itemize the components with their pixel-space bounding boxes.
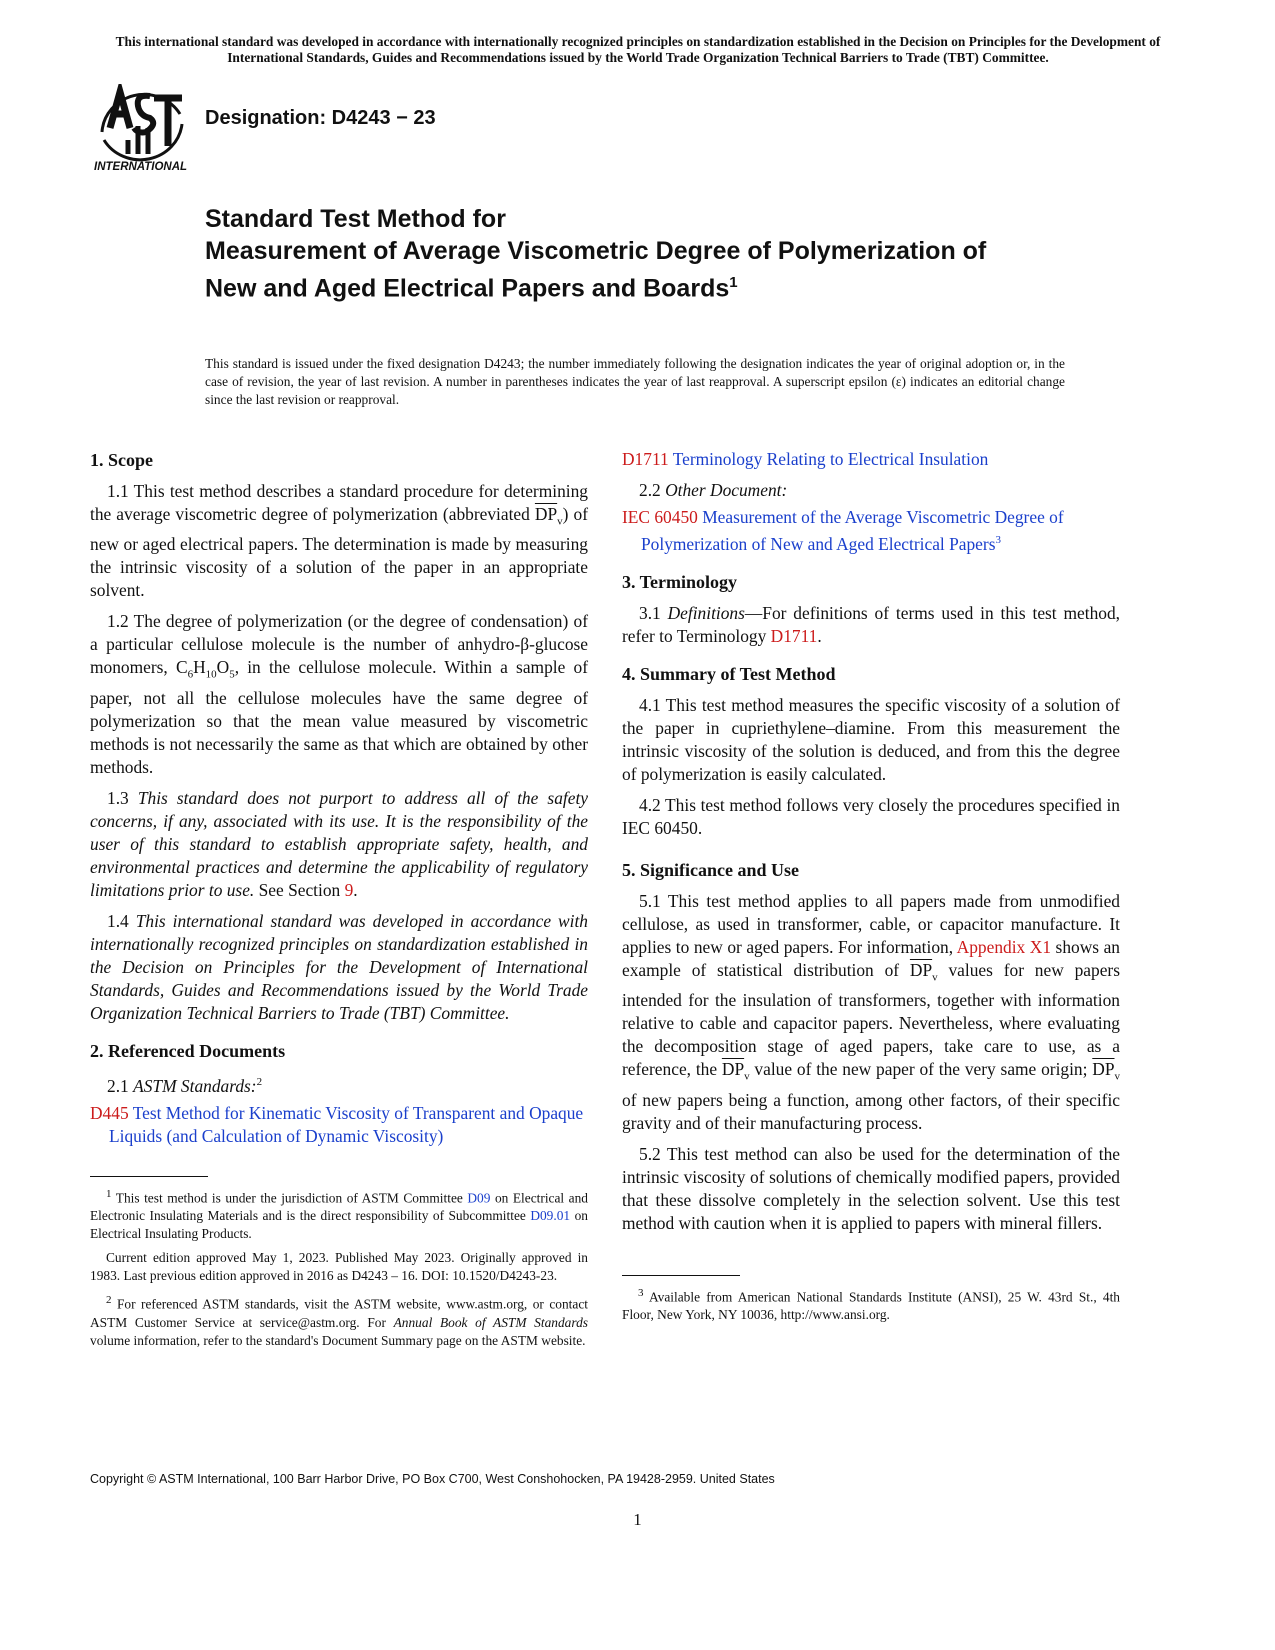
document-title	[205, 203, 1005, 304]
title-footnote-mark: 1	[729, 274, 738, 291]
para-3-1: 3.1 Definitions—For definitions of terms used in this test method, refer to Terminology D1711.	[622, 602, 1121, 646]
astm-logo	[92, 84, 192, 174]
logo-text: INTERNATIONAL	[94, 161, 188, 173]
designation: Designation: D4243 − 23	[205, 107, 436, 129]
ref-d445[interactable]: D445 Test Method for Kinematic Viscosity of Transparent and Opaque Liquids (and Calculation of Dynamic Viscosity)	[90, 1102, 584, 1146]
para-1-2: 1.2 The degree of polymerization (or the degree of condensation) of a particular cellulose molecule is the number of anhydro-β-glucose monomers, $C_6H_{10}O_5$, in the cellulose molecule. Within a sample of paper, not all the cellulose molecules have the same degree of polymerization so that the mean value measured by viscometric methods is not necessarily the same as that which are obtained by other methods.	[90, 611, 588, 777]
para-2-2: 2.2 Other Document:	[639, 480, 788, 500]
ref-iec60450[interactable]: IEC 60450 Measurement of the Average Viscometric Degree of Polymerization of New and Aged Electrical Papers$^3$	[622, 507, 1064, 554]
footnote-2: $^2$ For referenced ASTM standards, visit the ASTM website, www.astm.org, or contact ASTM Customer Service at service@astm.org. For Annual Book of ASTM Standards volume information, refer to the standard's Document Summary page on the ASTM website.	[90, 1294, 588, 1348]
para-4-2: 4.2 This test method follows very closely the procedures specified in IEC 60450.	[622, 794, 1120, 838]
para-2-1: 2.1 ASTM Standards:$^2$	[107, 1075, 263, 1096]
d09-link[interactable]: D09	[467, 1190, 491, 1206]
para-4-1: 4.1 This test method measures the specific viscosity of a solution of the paper in cupriethylene–diamine. From this measurement the intrinsic viscosity of the solution is deduced, and from this the degree of polymerization is easily calculated.	[622, 694, 1120, 784]
ref-d1711[interactable]: D1711 Terminology Relating to Electrical Insulation	[622, 449, 989, 469]
section-9-link[interactable]: 9	[344, 879, 354, 900]
para-1-1: 1.1 This test method describes a standard procedure for determining the average viscometric degree of polymerization (abbreviated $\overline{DP}_v$) of new or aged electrical papers. The determination is made by measuring the intrinsic viscosity of a solution of the paper in an appropriate solvent.	[90, 481, 588, 601]
para-5-2: 5.2 This test method can also be used for the determination of the intrinsic viscosity of solutions of chemically modified papers, provided that these dissolve completely in the selection solvent. Use this test method with caution when it is applied to papers with mineral fillers.	[622, 1143, 1120, 1233]
left-column	[90, 448, 588, 1356]
footnote-1-edition: Current edition approved May 1, 2023. Published May 2023. Originally approved in 1983. Last previous edition approved in 2016 as D4243 – 16. DOI: 10.1520/D4243-23.	[90, 1250, 588, 1284]
para-1-4: 1.4 This international standard was developed in accordance with internationally recognized principles on standardization established in the Decision on Principles for the Development of International Standards, Guides and Recommendations issued by the World Trade Organization Technical Barriers to Trade (TBT) Committee.	[90, 910, 588, 1023]
footnote-3: $^3$ Available from American National Standards Institute (ANSI), 25 W. 43rd St., 4th Floor, New York, NY 10036, http://www.ansi.org.	[622, 1286, 1120, 1323]
dp-symbol: $\overline{DP}$	[534, 504, 558, 524]
wto-note: This international standard was developed in accordance with internationally recognized principles on standardization established in the Decision on Principles for the Development of International Standards, Guides and Recommendations issued by the World Trade Organization Technical Barriers to Trade (TBT) Committee.	[115, 34, 1161, 65]
issued-note: This standard is issued under the fixed designation D4243; the number immediately following the designation indicates the year of original adoption or, in the case of revision, the year of last revision. A number in parentheses indicates the year of last reapproval. A superscript epsilon (ε) indicates an editorial change since the last revision or reapproval.	[205, 356, 1065, 407]
footnote-1: $^1$ This test method is under the jurisdiction of ASTM Committee D09 on Electrical and Electronic Insulating Materials and is the direct responsibility of Subcommittee D09.01 on Electrical Insulating Products.	[90, 1187, 588, 1242]
d0901-link[interactable]: D09.01	[530, 1208, 571, 1224]
title-line1: Standard Test Method for	[205, 205, 506, 233]
footnote-divider-right	[622, 1275, 740, 1276]
para-5-1: 5.1 This test method applies to all papers made from unmodified cellulose, as used in transformer, cable, or capacitor manufacture. It applies to new or aged papers. For information, Appendix X1 shows an example of statistical distribution of $\overline{DP}_v$ values for new papers intended for the insulation of transformers, together with information relative to cable and capacitor papers. Nevertheless, where evaluating the decomposition stage of aged papers, take care to use, as a reference, the $\overline{DP}_v$ value of the new paper of the very same origin; $\overline{DP}_v$ of new papers being a function, among other factors, of their specific gravity and of their manufacturing process.	[622, 890, 1121, 1133]
copyright: Copyright © ASTM International, 100 Barr Harbor Drive, PO Box C700, West Conshohocken, PA 19428-2959. United States	[90, 1472, 775, 1486]
para-1-3: 1.3 This standard does not purport to address all of the safety concerns, if any, associated with its use. It is the responsibility of the user of this standard to establish appropriate safety, health, and environmental practices and determine the applicability of regulatory limitations prior to use. See Section 9.	[90, 787, 588, 900]
section-scope-heading: 1. Scope	[90, 450, 153, 470]
d1711-link[interactable]: D1711	[770, 625, 818, 646]
right-column	[622, 448, 1120, 1330]
appendix-x1-link[interactable]: Appendix X1	[956, 936, 1052, 957]
section-significance-heading: 5. Significance and Use	[622, 859, 800, 880]
page-number: 1	[633, 1510, 642, 1529]
title-main: Measurement of Average Viscometric Degree of Polymerization of New and Aged Electrical Papers and Boards	[205, 237, 987, 303]
section-terminology-heading: 3. Terminology	[622, 571, 738, 592]
section-summary-heading: 4. Summary of Test Method	[622, 663, 836, 684]
footnote-divider	[90, 1176, 208, 1177]
section-referenced-heading: 2. Referenced Documents	[90, 1040, 286, 1061]
astm-logo-icon	[92, 84, 192, 174]
